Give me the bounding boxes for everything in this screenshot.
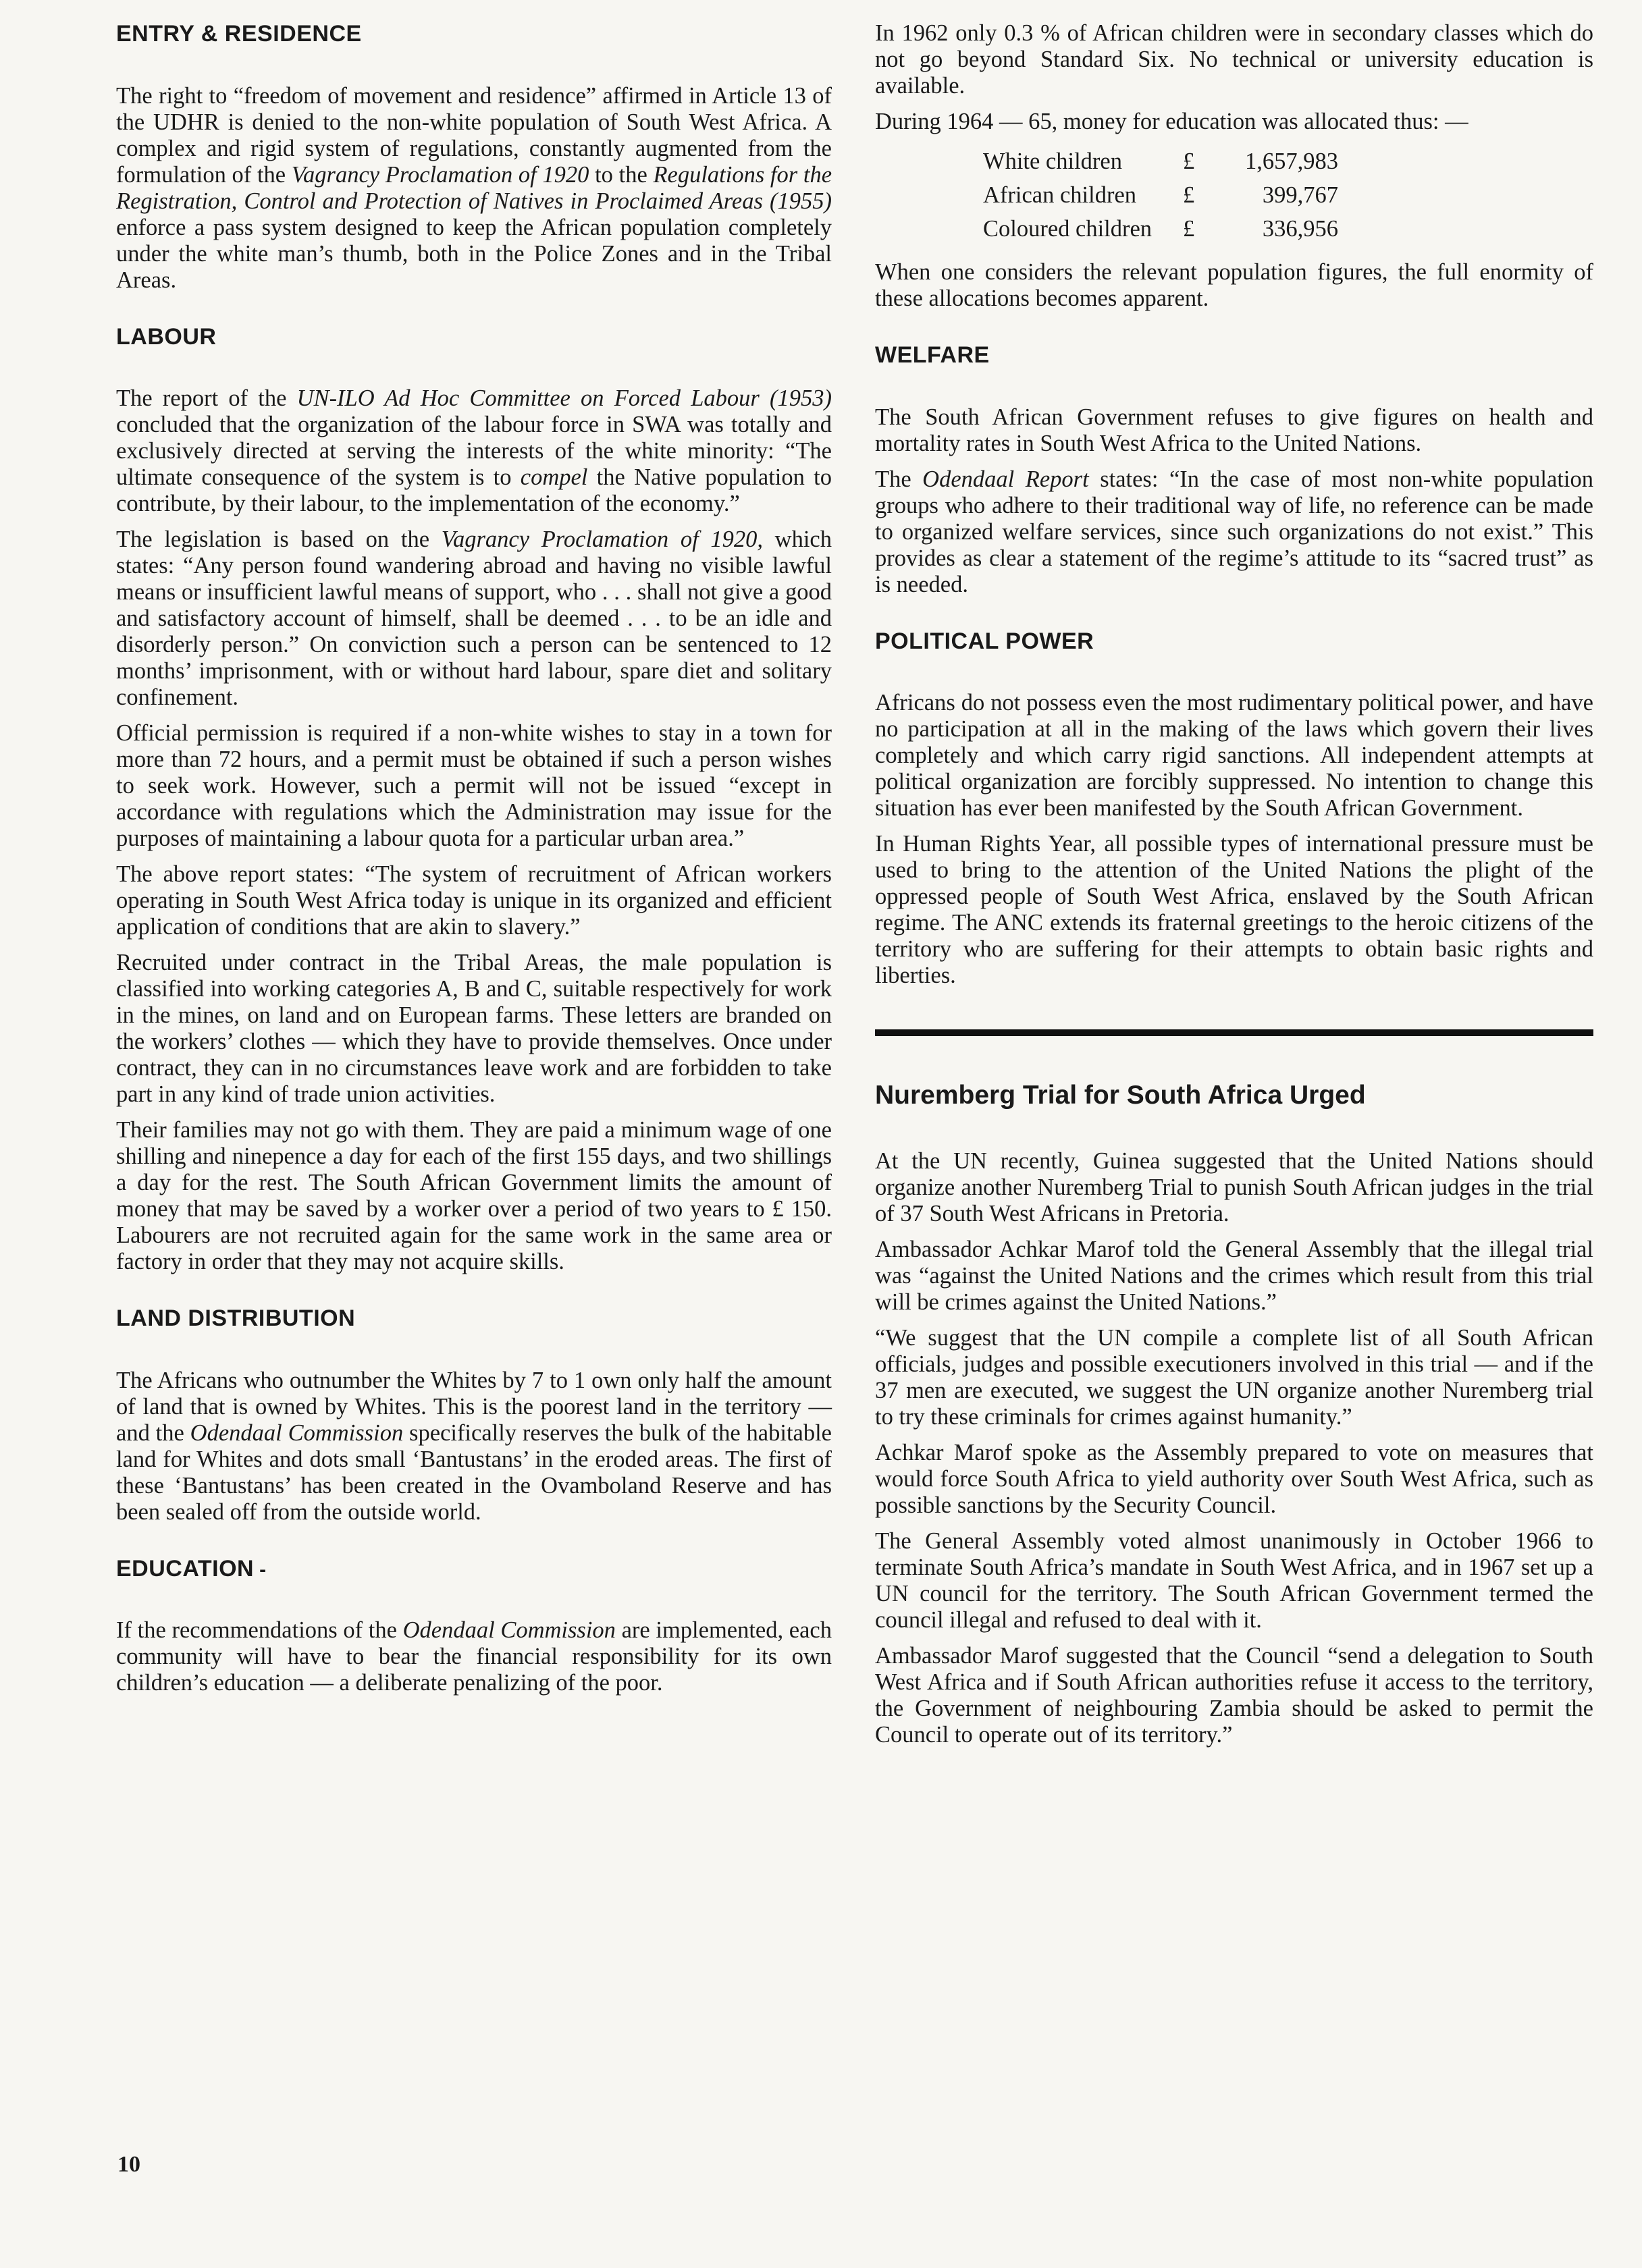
paragraph: Official permission is required if a non-white wishes to stay in a town for more than 72 hours, and a permit must be obtained if such a person wishes to seek work. However, such a permit will not be issued “except in accordance with regulations which the Administration may issue for the purposes of maintaining a labour quota for a particular urban area.”	[116, 720, 832, 852]
allocation-row: African children £ 399,767	[983, 182, 1338, 208]
right-column	[875, 20, 1593, 1758]
section-heading: WELFARE	[875, 342, 990, 368]
article-nuremberg	[875, 1081, 1593, 1748]
article-headline: Nuremberg Trial for South Africa Urged	[875, 1081, 1366, 1110]
paragraph: In Human Rights Year, all possible types of international pressure must be used to bring to the attention of the United Nations the plight of the oppressed people of South West Africa, enslaved by the South African regime. The ANC extends its fraternal greetings to the heroic citizens of the territory who are suffering for their attempts to obtain basic rights and liberties.	[875, 831, 1593, 989]
paragraph: Recruited under contract in the Tribal Areas, the male population is classified into working categories A, B and C, suitable respectively for work in the mines, on land and on European farms. These letters are branded on the workers’ clothes — which they have to provide themselves. Once under contract, they can in no circumstances leave work and are forbidden to take part in any kind of trade union activities.	[116, 950, 832, 1108]
section-entry-residence	[116, 20, 832, 294]
paragraph: The above report states: “The system of recruitment of African workers operating in South West Africa today is unique in its organized and efficient application of conditions that are akin to slavery.”	[116, 861, 832, 940]
paragraph: The South African Government refuses to give figures on health and mortality rates in South West Africa to the United Nations.	[875, 404, 1593, 456]
paragraph: The report of the UN-ILO Ad Hoc Committee on Forced Labour (1953) concluded that the organization of the labour force in SWA was totally and exclusively directed at serving the interests of the white minority: “The ultimate consequence of the system is to compel the Native population to contribute, by their labour, to the implementation of the economy.”	[116, 385, 832, 517]
paragraph: In 1962 only 0.3 % of African children were in secondary classes which do not go beyond Standard Six. No technical or university education is available.	[875, 20, 1593, 99]
section-heading: POLITICAL POWER	[875, 628, 1094, 654]
section-education	[116, 1555, 832, 1697]
section-welfare	[875, 342, 1593, 598]
divider-rule	[875, 1029, 1593, 1036]
paragraph: Their families may not go with them. They are paid a minimum wage of one shilling and ninepence a day for each of the first 155 days, and two shillings a day for the rest. The South African Government limits the amount of money that may be saved by a worker over a period of two years to £ 150. Labourers are not recruited again for the same work in the same area or factory in order that they may not acquire skills.	[116, 1117, 832, 1274]
paragraph: The Odendaal Report states: “In the case of most non-white population groups who adhere to their traditional way of life, no reference can be made to organized welfare services, since such organizations do not exist.” This provides as clear a statement of the regime’s attitude to its “sacred trust” as is needed.	[875, 466, 1593, 597]
paragraph: The General Assembly voted almost unanimously in October 1966 to terminate South Africa’s mandate in South West Africa, and in 1967 set up a UN council for the territory. The South African Government termed the council illegal and refused to deal with it.	[875, 1528, 1593, 1634]
paragraph: At the UN recently, Guinea suggested that the United Nations should organize another Nuremberg Trial to punish South African judges in the trial of 37 South West Africans in Pretoria.	[875, 1148, 1593, 1227]
section-heading: EDUCATION -	[116, 1555, 267, 1582]
allocation-row: Coloured children £ 336,956	[983, 215, 1338, 242]
allocation-row: White children £ 1,657,983	[983, 148, 1338, 174]
paragraph: Ambassador Marof suggested that the Council “send a delegation to South West Africa and if South African authorities refuse it access to the territory, the Government of neighbouring Zambia should be asked to permit the Council to operate out of its territory.”	[875, 1643, 1593, 1748]
paragraph: The legislation is based on the Vagrancy Proclamation of 1920, which states: “Any person found wandering abroad and having no visible lawful means or insufficient lawful means of support, who . . . shall not give a good and satisfactory account of himself, shall be deemed . . . to be an idle and disorderly person.” On conviction such a person can be sentenced to 12 months’ imprisonment, with or without hard labour, spare diet and solitary confinement.	[116, 526, 832, 711]
paragraph: Achkar Marof spoke as the Assembly prepared to vote on measures that would force South Africa to yield authority over South West Africa, such as possible sanctions by the Security Council.	[875, 1440, 1593, 1519]
paragraph: Africans do not possess even the most rudimentary political power, and have no participation at all in the making of the laws which govern their lives completely and which carry rigid sanctions. All independent attempts at political organization are forcibly suppressed. No intention to change this situation has ever been manifested by the South African Government.	[875, 690, 1593, 821]
page-number: 10	[117, 2152, 140, 2177]
paragraph: The right to “freedom of movement and residence” affirmed in Article 13 of the UDHR is denied to the non-white population of South West Africa. A complex and rigid system of regulations, constantly augmented from the formulation of the Vagrancy Proclamation of 1920 to the Regulations for the Registration, Control and Protection of Natives in Proclaimed Areas (1955) enforce a pass system designed to keep the African population completely under the white man’s thumb, both in the Police Zones and in the Tribal Areas.	[116, 82, 832, 293]
section-land-distribution	[116, 1305, 832, 1526]
section-education-continued	[875, 20, 1593, 312]
paragraph: The Africans who outnumber the Whites by 7 to 1 own only half the amount of land that is owned by Whites. This is the poorest land in the territory — and the Odendaal Commission specifically reserves the bulk of the habitable land for Whites and dots small ‘Bantustans’ in the eroded areas. The first of these ‘Bantustans’ has been created in the Ovamboland Reserve and has been sealed off from the outside world.	[116, 1367, 832, 1525]
left-column	[116, 20, 832, 1726]
paragraph: Ambassador Achkar Marof told the General Assembly that the illegal trial was “against the United Nations and the crimes which result from this trial will be crimes against the United Nations.”	[875, 1237, 1593, 1316]
section-political-power	[875, 628, 1593, 990]
paragraph: If the recommendations of the Odendaal Commission are implemented, each community will have to bear the financial responsibility for its own children’s education — a deliberate penalizing of the poor.	[116, 1617, 832, 1696]
paragraph: During 1964 — 65, money for education was allocated thus: —	[875, 108, 1468, 134]
section-heading: LABOUR	[116, 323, 217, 350]
section-heading: LAND DISTRIBUTION	[116, 1305, 356, 1331]
section-heading: ENTRY & RESIDENCE	[116, 21, 362, 47]
paragraph: When one considers the relevant population figures, the full enormity of these allocations becomes apparent.	[875, 259, 1593, 311]
allocation-table	[983, 144, 1593, 246]
paragraph: “We suggest that the UN compile a complete list of all South African officials, judges and possible executioners involved in this trial — and if the 37 men are executed, we suggest the UN organize another Nuremberg trial to try these criminals for crimes against humanity.”	[875, 1325, 1593, 1430]
section-labour	[116, 323, 832, 1275]
